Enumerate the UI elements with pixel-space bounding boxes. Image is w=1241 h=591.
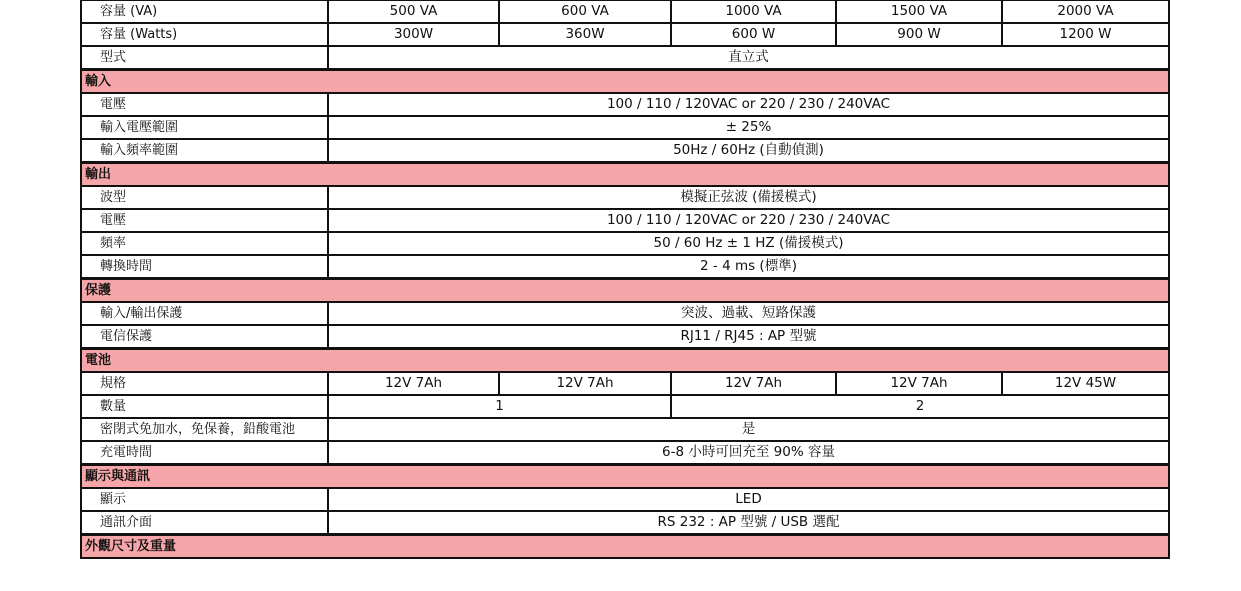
row-label: 輸入頻率範圍 [81, 139, 328, 163]
cell-value: 12V 7Ah [671, 372, 836, 395]
section-header-display [81, 465, 1169, 489]
row-label: 頻率 [81, 232, 328, 255]
cell-value: LED [328, 488, 1169, 511]
output-frequency-row [81, 232, 1169, 255]
cell-value: RJ11 / RJ45 : AP 型號 [328, 325, 1169, 349]
cell-value: 12V 45W [1002, 372, 1169, 395]
row-label: 充電時間 [81, 441, 328, 465]
form-factor-row [81, 46, 1169, 70]
input-voltage-range-row [81, 116, 1169, 139]
output-transfer-time-row [81, 255, 1169, 279]
cell-value: 2000 VA [1002, 0, 1169, 23]
row-label: 轉換時間 [81, 255, 328, 279]
cell-value: 100 / 110 / 120VAC or 220 / 230 / 240VAC [328, 93, 1169, 116]
cell-value: 50Hz / 60Hz (自動偵測) [328, 139, 1169, 163]
display-row [81, 488, 1169, 511]
section-title: 外觀尺寸及重量 [81, 535, 1169, 559]
output-waveform-row [81, 186, 1169, 209]
cell-value: 100 / 110 / 120VAC or 220 / 230 / 240VAC [328, 209, 1169, 232]
cell-value: 12V 7Ah [499, 372, 671, 395]
cell-value: 1200 W [1002, 23, 1169, 46]
telecom-protection-row [81, 325, 1169, 349]
row-label: 容量 (VA) [81, 0, 328, 23]
cell-value: 600 W [671, 23, 836, 46]
section-header-battery [81, 349, 1169, 373]
input-voltage-row [81, 93, 1169, 116]
cell-value: 500 VA [328, 0, 499, 23]
row-label: 通訊介面 [81, 511, 328, 535]
row-label: 容量 (Watts) [81, 23, 328, 46]
cell-value: 360W [499, 23, 671, 46]
row-label: 輸入電壓範圍 [81, 116, 328, 139]
capacity-watts-row [81, 23, 1169, 46]
interface-row [81, 511, 1169, 535]
battery-sealed-row [81, 418, 1169, 441]
cell-value: 1500 VA [836, 0, 1002, 23]
cell-value: 600 VA [499, 0, 671, 23]
cell-value: 1000 VA [671, 0, 836, 23]
cell-value: 模擬正弦波 (備援模式) [328, 186, 1169, 209]
cell-value: 6-8 小時可回充至 90% 容量 [328, 441, 1169, 465]
section-header-physical [81, 535, 1169, 559]
row-label: 密閉式免加水，免保養，鉛酸電池 [81, 418, 328, 441]
cell-value: 12V 7Ah [836, 372, 1002, 395]
row-label: 輸入/輸出保護 [81, 302, 328, 325]
cell-value: 直立式 [328, 46, 1169, 70]
cell-value: 是 [328, 418, 1169, 441]
cell-value: ± 25% [328, 116, 1169, 139]
section-title: 保護 [81, 279, 1169, 303]
battery-quantity-row [81, 395, 1169, 418]
cell-value: 900 W [836, 23, 1002, 46]
capacity-va-row [81, 0, 1169, 23]
section-header-input [81, 70, 1169, 94]
input-frequency-range-row [81, 139, 1169, 163]
cell-value: 12V 7Ah [328, 372, 499, 395]
cell-value: 2 - 4 ms (標準) [328, 255, 1169, 279]
row-label: 電信保護 [81, 325, 328, 349]
battery-charge-time-row [81, 441, 1169, 465]
row-label: 型式 [81, 46, 328, 70]
row-label: 數量 [81, 395, 328, 418]
section-title: 電池 [81, 349, 1169, 373]
section-header-output [81, 163, 1169, 187]
cell-value: 1 [328, 395, 671, 418]
cell-value: 300W [328, 23, 499, 46]
row-label: 電壓 [81, 209, 328, 232]
cell-value: 2 [671, 395, 1169, 418]
row-label: 波型 [81, 186, 328, 209]
row-label: 電壓 [81, 93, 328, 116]
output-voltage-row [81, 209, 1169, 232]
cell-value: 50 / 60 Hz ± 1 HZ (備援模式) [328, 232, 1169, 255]
row-label: 規格 [81, 372, 328, 395]
row-label: 顯示 [81, 488, 328, 511]
cell-value: 突波、過載、短路保護 [328, 302, 1169, 325]
section-header-protection [81, 279, 1169, 303]
ups-spec-table [80, 0, 1170, 559]
battery-spec-row [81, 372, 1169, 395]
section-title: 輸出 [81, 163, 1169, 187]
cell-value: RS 232 : AP 型號 / USB 選配 [328, 511, 1169, 535]
section-title: 顯示與通訊 [81, 465, 1169, 489]
section-title: 輸入 [81, 70, 1169, 94]
io-protection-row [81, 302, 1169, 325]
